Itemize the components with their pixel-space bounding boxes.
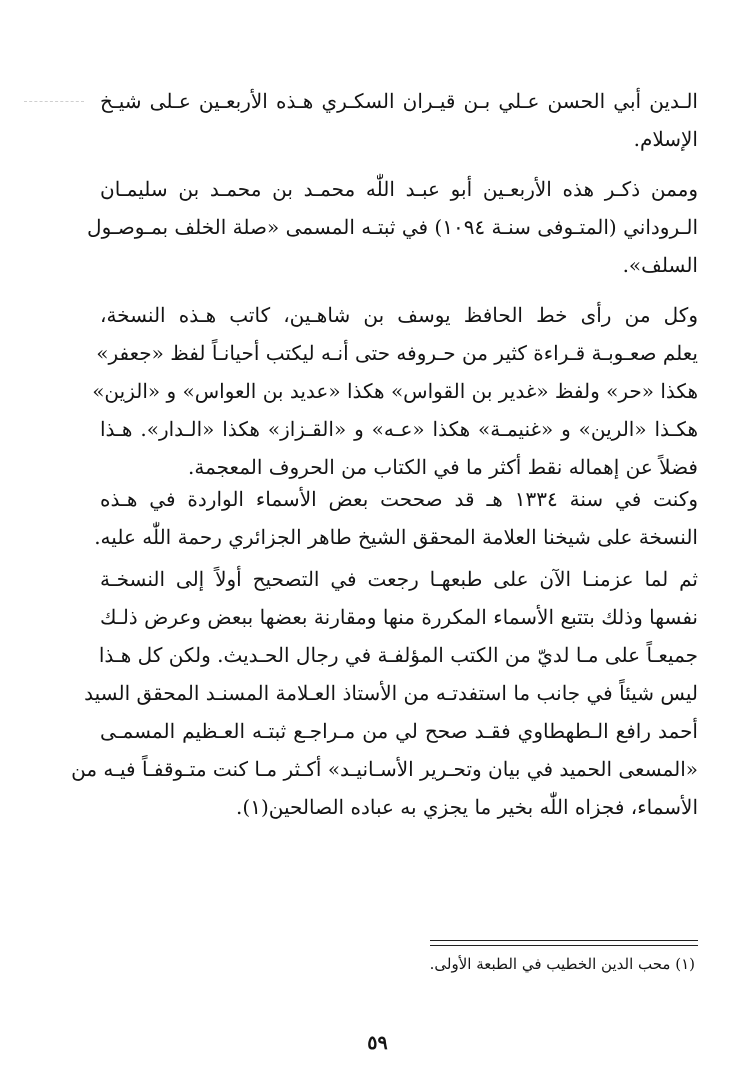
page-number: ٥٩ [367, 1032, 388, 1054]
paragraph-2 [87, 170, 698, 284]
footnote: (١) محب الدين الخطيب في الطبعة الأولى. [429, 955, 695, 973]
text-line: هكذا «حر» ولفظ «غدير بن القواس» هكذا «عديد بن العواس» و «الزين» [92, 379, 698, 403]
text-line: الإسلام. [633, 127, 698, 151]
text-line: ليس شيئاً في جانب ما استفدتـه من الأستاذ العـلامة المسنـد المحقق السيد [84, 681, 698, 705]
text-line: هكـذا «الرين» و «غنيمـة» هكذا «عـه» و «القـزاز» هكذا «الـدار». هـذا [100, 417, 698, 441]
text-line: أحمد رافع الـطهطاوي فقـد صحح لي من مـراجـع ثبتـه العـظيم المسمـى [100, 719, 698, 743]
text-line: وكل من رأى خط الحافظ يوسف بن شاهـين، كاتب هـذه النسخة، [100, 303, 698, 327]
text-line: الأسماء، فجزاه اللّٰه بخير ما يجزي به عباده الصالحين(١). [236, 795, 698, 819]
text-line: وكنت في سنة ١٣٣٤ هـ قد صححت بعض الأسماء الواردة في هـذه [100, 487, 698, 511]
text-line: «المسعى الحميد في بيان وتحـرير الأسـانيـد» أكـثر مـا كنت متـوقفـاً فيـه من [71, 757, 698, 781]
text-line: يعلم صعـوبـة قـراءة كثير من حـروفه حتى أنـه ليكتب أحيانـاً لفظ «جعفر» [96, 341, 698, 365]
text-line: الـدين أبي الحسن عـلي بـن قيـران السكـري هـذه الأربعـين عـلى شيـخ [100, 89, 698, 113]
text-line: النسخة على شيخنا العلامة المحقق الشيخ طاهر الجزائري رحمة اللّٰه عليه. [94, 525, 698, 549]
paragraph-5 [71, 560, 698, 826]
text-line: ثم لما عزمنـا الآن على طبعهـا رجعت في التصحيح أولاً إلى النسخـة [100, 567, 698, 591]
text-line: جميعـاً على مـا لديّ من الكتب المؤلفـة في رجال الحـديث. ولكن كل هـذا [98, 643, 698, 667]
text-line: الـروداني (المتـوفى سنـة ١٠٩٤) في ثبتـه المسمى «صلة الخلف بمـوصـول [87, 215, 698, 239]
paragraph-4 [94, 480, 698, 556]
paragraph-1 [100, 82, 698, 158]
text-line: نفسها وذلك بتتبع الأسماء المكررة منها ومقارنة بعضها ببعض وعرض ذلـك [100, 605, 698, 629]
scan-artifact-line [24, 101, 84, 102]
text-line: السلف». [622, 253, 698, 277]
text-line: فضلاً عن إهماله نقط أكثر ما في الكتاب من الحروف المعجمة. [188, 455, 698, 479]
footnote-separator-bottom [430, 945, 698, 946]
paragraph-3 [92, 296, 698, 486]
footnote-separator-top [430, 940, 698, 941]
text-line: وممن ذكـر هذه الأربعـين أبو عبـد اللّٰه محمـد بن محمـد بن سليمـان [100, 177, 698, 201]
